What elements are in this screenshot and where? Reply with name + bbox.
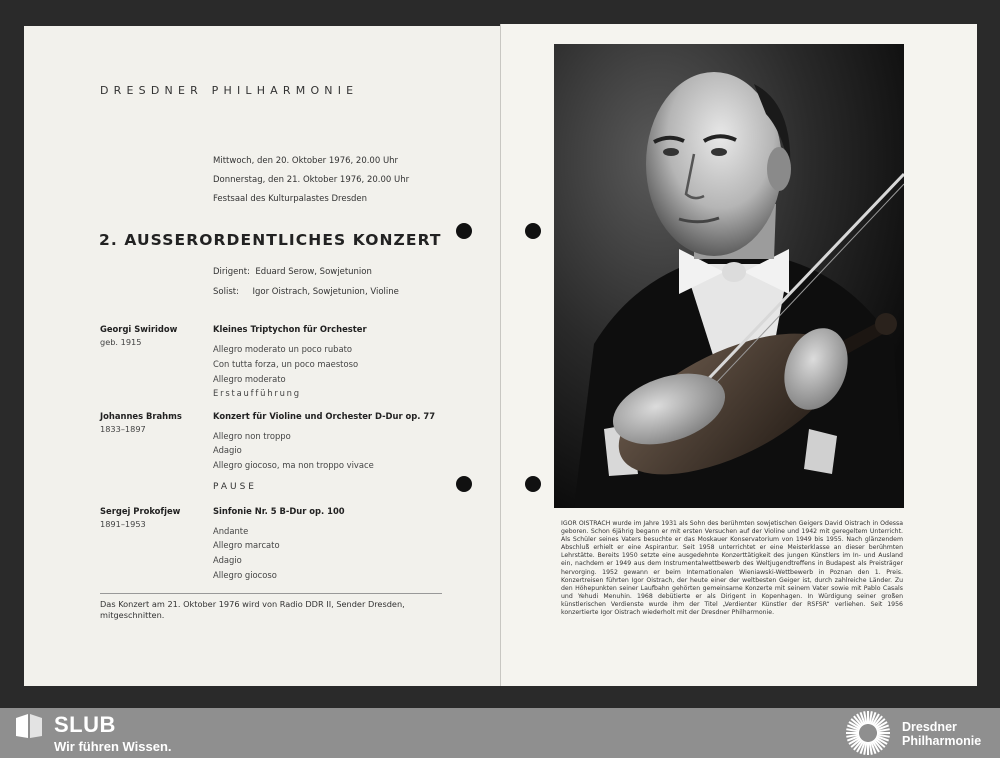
composer-name: Georgi Swiridow: [100, 324, 178, 334]
soloist-photo: [554, 44, 904, 508]
movement: Adagio: [213, 555, 242, 565]
premiere-note: Erstaufführung: [213, 388, 301, 398]
slub-tagline: Wir führen Wissen.: [54, 739, 172, 754]
work-title: Kleines Triptychon für Orchester: [213, 324, 367, 334]
soloist-biography: IGOR OISTRACH wurde im Jahre 1931 als Sohn des berühmten sowjetischen Geigers David Oistrach in Odessa geboren. Schon 6jährig begann er mit ersten Versuchen auf der Violine und 1942 mit geregeltem Unterricht. Als Schüler seines Vaters besuchte er das Moskauer Konservatorium von 1949 bis 1955. Nach glänzendem Abschluß erhielt er eine Aspirantur. Seit 1958 unterrichtet er eine Meisterklasse an dieser berühmten Lehrstätte. Bereits 1950 setzte eine ausgedehnte Konzerttätigkeit des jungen Künstlers im In- und Ausland ein, nachdem er 1949 aus dem Instrumentalwettbewerb des Weltjugendtreffens in Budapest als Preisträger hervorging. 1952 gewann er beim Internationalen Wieniawski-Wettbewerb in Poznan den 1. Preis. Konzertreisen führten Igor Oistrach, der heute einer der weltbesten Geiger ist, durch zahlreiche Länder. Zu den Höhepunkten seiner Laufbahn gehörten gemeinsame Konzerte mit seinem Vater sowie mit Pablo Casals und Yehudi Menuhin. 1968 debütierte er als Dirigent in Kopenhagen. In Würdigung seiner großen künstlerischen Verdienste wurde ihm der Titel „Verdienter Künstler der RSFSR“ verliehen. Seit 1956 konzertierte Igor Oistrach wiederholt mit der Dresdner Philharmonie.: [561, 520, 903, 617]
movement: Andante: [213, 526, 249, 536]
composer-years: 1891–1953: [100, 519, 146, 529]
partner-name-line2: Philharmonie: [902, 734, 982, 748]
concert-title: 2. AUSSERORDENTLICHES KONZERT: [99, 231, 442, 249]
movement: Con tutta forza, un poco maestoso: [213, 359, 359, 369]
movement: Allegro moderato un poco rubato: [213, 344, 353, 354]
composer-name: Johannes Brahms: [100, 411, 182, 421]
portrait-violinist-icon: [554, 44, 904, 508]
footnote-divider: [100, 593, 442, 594]
punch-hole: [456, 223, 472, 239]
conductor-label: Dirigent:: [213, 267, 250, 277]
punch-hole: [525, 223, 541, 239]
slub-book-icon: [14, 712, 44, 740]
program-right-page: [500, 24, 977, 686]
movement: Allegro giocoso: [213, 570, 277, 580]
footer-bar: [0, 708, 1000, 758]
composer-name: Sergej Prokofjew: [100, 506, 181, 516]
conductor-line: [213, 267, 372, 277]
work-title: Sinfonie Nr. 5 B-Dur op. 100: [213, 506, 345, 516]
program-left-page: [24, 26, 500, 686]
movement: Allegro non troppo: [213, 431, 291, 441]
slub-name: SLUB: [54, 712, 116, 737]
soloist-label: Solist:: [213, 287, 239, 297]
conductor-name: Eduard Serow, Sowjetunion: [255, 267, 372, 277]
partner-name: [902, 720, 981, 748]
partner-name-line1: Dresdner: [902, 720, 957, 734]
punch-hole: [525, 476, 541, 492]
concert-venue: Festsaal des Kulturpalastes Dresden: [213, 194, 368, 204]
organization-header: DRESDNER PHILHARMONIE: [100, 84, 359, 97]
concert-date-2: Donnerstag, den 21. Oktober 1976, 20.00 Uhr: [213, 175, 410, 185]
composer-years: geb. 1915: [100, 337, 142, 347]
work-title: Konzert für Violine und Orchester D-Dur op. 77: [213, 411, 436, 421]
punch-hole: [456, 476, 472, 492]
intermission-label: PAUSE: [213, 482, 257, 492]
soloist-name: Igor Oistrach, Sowjetunion, Violine: [252, 287, 399, 297]
dresdner-philharmonie-sunburst-icon: [841, 708, 895, 758]
movement: Allegro moderato: [213, 374, 286, 384]
broadcast-footnote: Das Konzert am 21. Oktober 1976 wird von Radio DDR II, Sender Dresden, mitgeschnitten.: [100, 599, 405, 620]
composer-years: 1833–1897: [100, 424, 146, 434]
movement: Adagio: [213, 445, 242, 455]
movement: Allegro giocoso, ma non troppo vivace: [213, 460, 374, 470]
movement: Allegro marcato: [213, 540, 280, 550]
soloist-line: [213, 287, 399, 297]
concert-date-1: Mittwoch, den 20. Oktober 1976, 20.00 Uhr: [213, 156, 399, 166]
